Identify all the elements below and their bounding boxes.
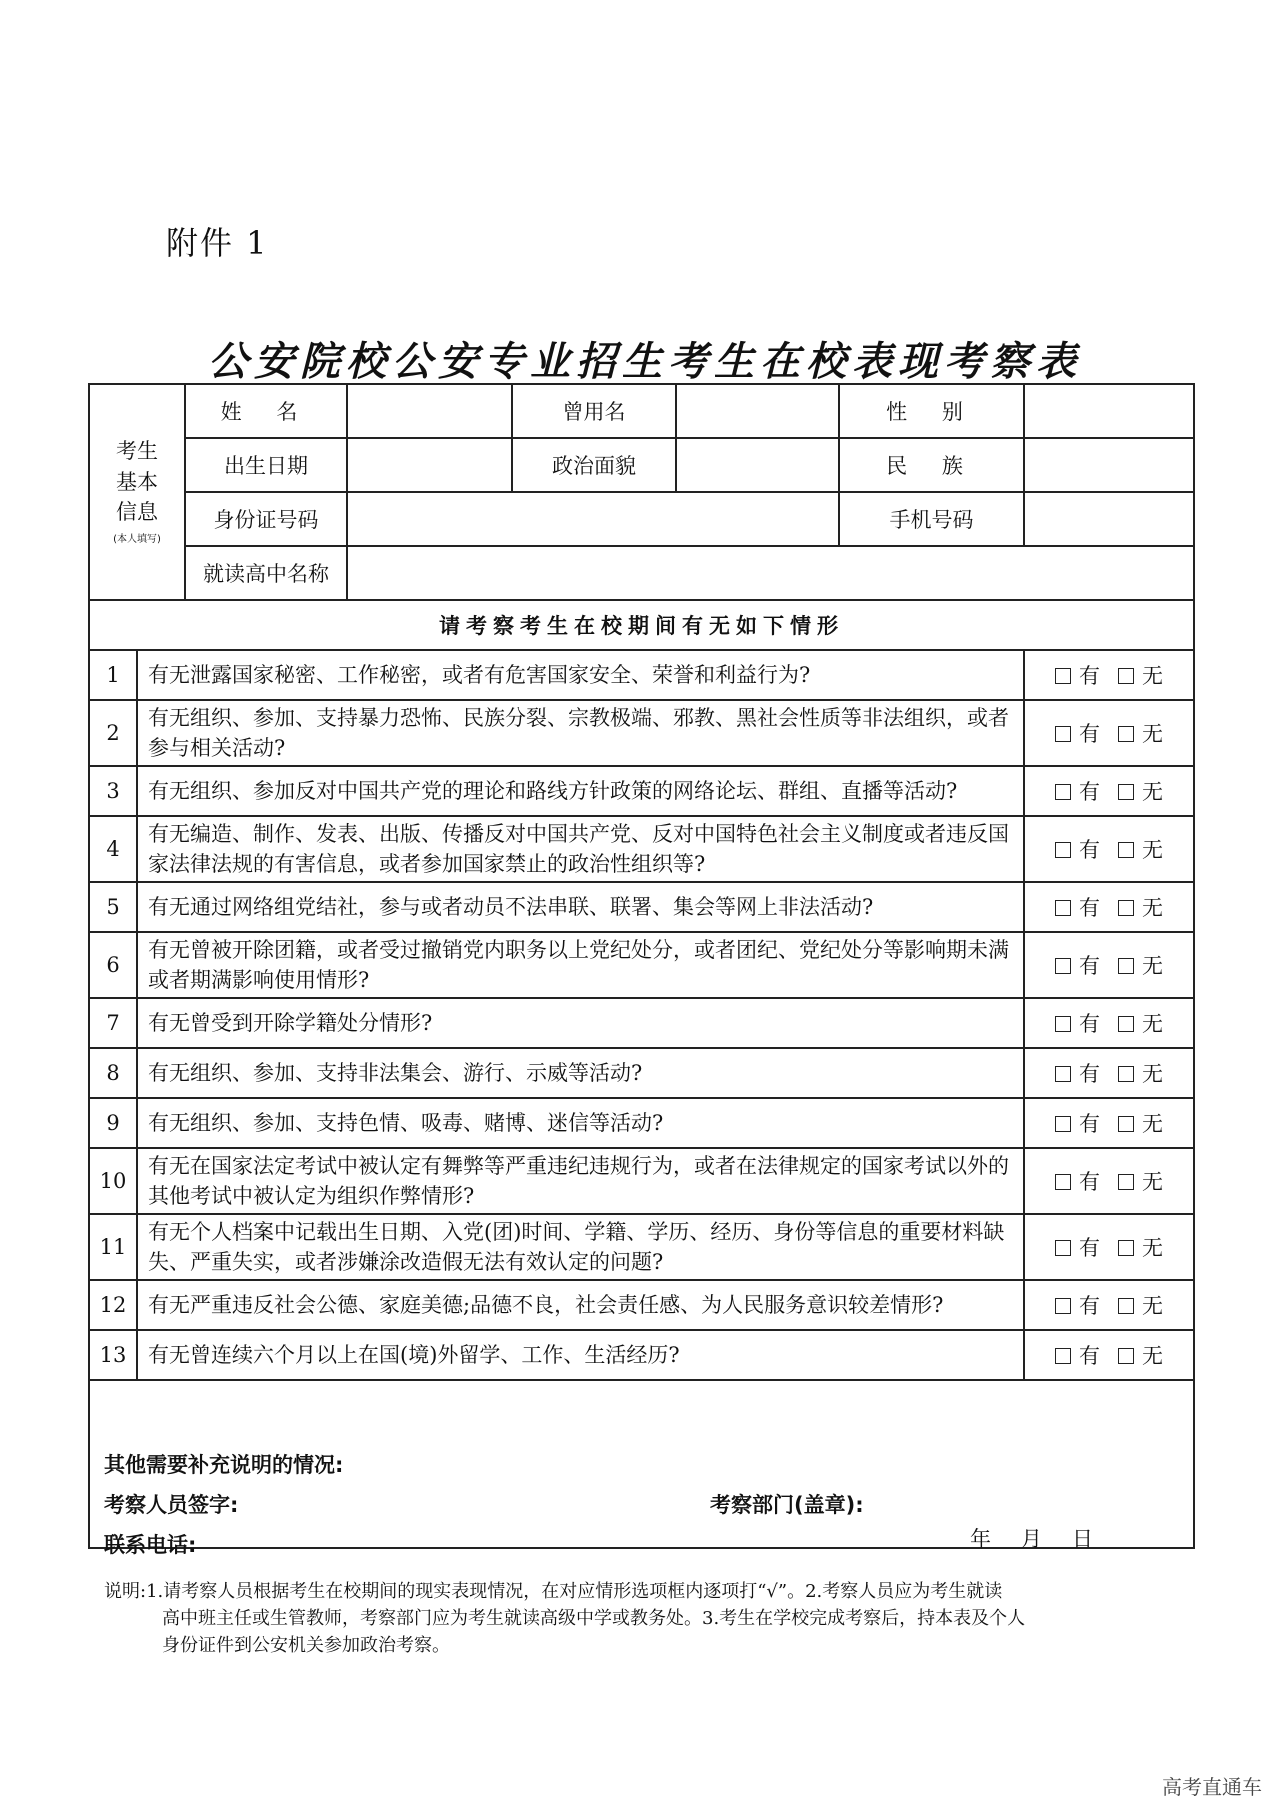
option-yes[interactable]: [1055, 954, 1100, 978]
option-no-label: 无: [1142, 1344, 1163, 1368]
option-yes-label: 有: [1079, 1170, 1100, 1194]
option-no-label: 无: [1142, 664, 1163, 688]
checklist-row: [89, 1280, 1194, 1330]
item-answer-options: [1024, 932, 1194, 998]
item-question: 有无组织、参加反对中国共产党的理论和路线方针政策的网络论坛、群组、直播等活动?: [137, 766, 1024, 816]
option-no-label: 无: [1142, 722, 1163, 746]
option-no-label: 无: [1142, 1170, 1163, 1194]
option-yes-label: 有: [1079, 664, 1100, 688]
option-no[interactable]: [1118, 1294, 1163, 1318]
checkbox-no[interactable]: [1118, 900, 1134, 916]
birth-date-label: 出生日期: [185, 438, 347, 492]
name-label: 姓 名: [185, 384, 347, 438]
item-number: 8: [89, 1048, 137, 1098]
item-question: 有无曾被开除团籍，或者受过撤销党内职务以上党纪处分，或者团纪、党纪处分等影响期未满或者期满影响使用情形?: [137, 932, 1024, 998]
option-yes[interactable]: [1055, 1062, 1100, 1086]
watermark-text: 高考直通车: [1162, 1775, 1262, 1799]
item-answer-options: [1024, 998, 1194, 1048]
attachment-label: 附件 1: [166, 224, 269, 262]
gender-field[interactable]: [1024, 384, 1194, 438]
option-yes-label: 有: [1079, 1012, 1100, 1036]
option-no[interactable]: [1118, 1112, 1163, 1136]
option-yes-label: 有: [1079, 1344, 1100, 1368]
instructions-note: [104, 1578, 1194, 1659]
item-answer-options: [1024, 1214, 1194, 1280]
option-yes[interactable]: [1055, 722, 1100, 746]
item-number: 4: [89, 816, 137, 882]
checkbox-yes[interactable]: [1055, 668, 1071, 684]
phone-field[interactable]: [1024, 492, 1194, 546]
checklist-row: [89, 1148, 1194, 1214]
item-question: 有无组织、参加、支持色情、吸毒、赌博、迷信等活动?: [137, 1098, 1024, 1148]
date-line: [970, 1523, 1123, 1553]
item-number: 12: [89, 1280, 137, 1330]
inspector-signature-label: 考察人员签字:: [104, 1493, 239, 1517]
political-status-field[interactable]: [676, 438, 839, 492]
option-no[interactable]: [1118, 838, 1163, 862]
option-yes[interactable]: [1055, 1294, 1100, 1318]
option-no[interactable]: [1118, 780, 1163, 804]
option-yes[interactable]: [1055, 1344, 1100, 1368]
checklist-row: [89, 766, 1194, 816]
high-school-field[interactable]: [347, 546, 1194, 600]
option-no-label: 无: [1142, 1236, 1163, 1260]
item-number: 10: [89, 1148, 137, 1214]
gender-label: 性 别: [839, 384, 1024, 438]
checkbox-yes[interactable]: [1055, 1240, 1071, 1256]
checkbox-yes[interactable]: [1055, 1298, 1071, 1314]
option-no[interactable]: [1118, 722, 1163, 746]
item-answer-options: [1024, 1330, 1194, 1380]
option-yes-label: 有: [1079, 1236, 1100, 1260]
option-no-label: 无: [1142, 838, 1163, 862]
checklist-row: [89, 1330, 1194, 1380]
contact-phone-label: 联系电话:: [104, 1533, 197, 1557]
option-yes-label: 有: [1079, 896, 1100, 920]
checkbox-yes[interactable]: [1055, 842, 1071, 858]
id-number-field[interactable]: [347, 492, 839, 546]
high-school-label: 就读高中名称: [185, 546, 347, 600]
checkbox-no[interactable]: [1118, 958, 1134, 974]
checkbox-yes[interactable]: [1055, 900, 1071, 916]
checkbox-yes[interactable]: [1055, 726, 1071, 742]
option-yes[interactable]: [1055, 1170, 1100, 1194]
checkbox-yes[interactable]: [1055, 1348, 1071, 1364]
option-yes-label: 有: [1079, 1294, 1100, 1318]
former-name-field[interactable]: [676, 384, 839, 438]
option-no-label: 无: [1142, 1062, 1163, 1086]
option-yes[interactable]: [1055, 664, 1100, 688]
checkbox-no[interactable]: [1118, 1016, 1134, 1032]
supplementary-section: [89, 1380, 1194, 1557]
checklist-row: [89, 650, 1194, 700]
checklist-row: [89, 998, 1194, 1048]
option-no-label: 无: [1142, 1294, 1163, 1318]
checklist-row: [89, 700, 1194, 766]
item-question: 有无组织、参加、支持非法集会、游行、示威等活动?: [137, 1048, 1024, 1098]
option-no[interactable]: [1118, 954, 1163, 978]
item-answer-options: [1024, 700, 1194, 766]
department-seal-label: 考察部门(盖章):: [710, 1493, 864, 1517]
option-no-label: 无: [1142, 954, 1163, 978]
item-question: 有无泄露国家秘密、工作秘密，或者有危害国家安全、荣誉和利益行为?: [137, 650, 1024, 700]
checklist-row: [89, 882, 1194, 932]
month-label: 月: [1021, 1527, 1044, 1551]
checklist-row: [89, 816, 1194, 882]
item-answer-options: [1024, 882, 1194, 932]
checkbox-yes[interactable]: [1055, 1066, 1071, 1082]
phone-label: 手机号码: [839, 492, 1024, 546]
note-line: 说明:1.请考察人员根据考生在校期间的现实表现情况，在对应情形选项框内逐项打“√”。2.考察人员应为考生就读: [104, 1581, 1003, 1602]
checklist-row: [89, 1098, 1194, 1148]
birth-date-field[interactable]: [347, 438, 512, 492]
item-question: 有无通过网络组党结社，参与或者动员不法串联、联署、集会等网上非法活动?: [137, 882, 1024, 932]
checkbox-no[interactable]: [1118, 784, 1134, 800]
section-note: (本人填写): [113, 534, 161, 546]
day-label: 日: [1072, 1527, 1095, 1551]
checkbox-yes[interactable]: [1055, 1016, 1071, 1032]
item-question: 有无曾受到开除学籍处分情形?: [137, 998, 1024, 1048]
checkbox-yes[interactable]: [1055, 1116, 1071, 1132]
item-question: 有无严重违反社会公德、家庭美德;品德不良，社会责任感、为人民服务意识较差情形?: [137, 1280, 1024, 1330]
checklist-row: [89, 1214, 1194, 1280]
name-field[interactable]: [347, 384, 512, 438]
item-question: 有无在国家法定考试中被认定有舞弊等严重违纪违规行为，或者在法律规定的国家考试以外的其他考试中被认定为组织作弊情形?: [137, 1148, 1024, 1214]
checkbox-yes[interactable]: [1055, 784, 1071, 800]
option-no-label: 无: [1142, 1012, 1163, 1036]
former-name-label: 曾用名: [512, 384, 676, 438]
checkbox-no[interactable]: [1118, 842, 1134, 858]
option-yes-label: 有: [1079, 1062, 1100, 1086]
option-yes[interactable]: [1055, 1012, 1100, 1036]
ethnicity-field[interactable]: [1024, 438, 1194, 492]
form-title: 公安院校公安专业招生考生在校表现考察表: [208, 338, 1082, 385]
item-number: 9: [89, 1098, 137, 1148]
item-number: 2: [89, 700, 137, 766]
year-label: 年: [970, 1527, 993, 1551]
option-yes[interactable]: [1055, 838, 1100, 862]
checkbox-no[interactable]: [1118, 1298, 1134, 1314]
item-question: 有无个人档案中记载出生日期、入党(团)时间、学籍、学历、经历、身份等信息的重要材料缺失、严重失实，或者涉嫌涂改造假无法有效认定的问题?: [137, 1214, 1024, 1280]
checkbox-no[interactable]: [1118, 668, 1134, 684]
item-question: 有无组织、参加、支持暴力恐怖、民族分裂、宗教极端、邪教、黑社会性质等非法组织，或者参与相关活动?: [137, 700, 1024, 766]
item-number: 13: [89, 1330, 137, 1380]
option-no-label: 无: [1142, 780, 1163, 804]
option-no[interactable]: [1118, 1012, 1163, 1036]
option-yes[interactable]: [1055, 1112, 1100, 1136]
checklist-row: [89, 932, 1194, 998]
option-no[interactable]: [1118, 1236, 1163, 1260]
option-yes-label: 有: [1079, 838, 1100, 862]
item-question: 有无编造、制作、发表、出版、传播反对中国共产党、反对中国特色社会主义制度或者违反国家法律法规的有害信息，或者参加国家禁止的政治性组织等?: [137, 816, 1024, 882]
item-answer-options: [1024, 816, 1194, 882]
checkbox-no[interactable]: [1118, 1348, 1134, 1364]
item-number: 7: [89, 998, 137, 1048]
item-answer-options: [1024, 766, 1194, 816]
checkbox-no[interactable]: [1118, 1174, 1134, 1190]
item-number: 11: [89, 1214, 137, 1280]
checklist-row: [89, 1048, 1194, 1098]
item-question: 有无曾连续六个月以上在国(境)外留学、工作、生活经历?: [137, 1330, 1024, 1380]
option-yes-label: 有: [1079, 1112, 1100, 1136]
option-yes[interactable]: [1055, 780, 1100, 804]
checkbox-no[interactable]: [1118, 1240, 1134, 1256]
note-line: 高中班主任或生管教师，考察部门应为考生就读高级中学或教务处。3.考生在学校完成考察后，持本表及个人: [162, 1608, 1026, 1629]
item-number: 1: [89, 650, 137, 700]
note-line: 身份证件到公安机关参加政治考察。: [162, 1635, 450, 1656]
option-yes-label: 有: [1079, 954, 1100, 978]
checklist-header: 请考察考生在校期间有无如下情形: [89, 600, 1194, 650]
option-no-label: 无: [1142, 896, 1163, 920]
checkbox-yes[interactable]: [1055, 958, 1071, 974]
option-no[interactable]: [1118, 1062, 1163, 1086]
item-number: 3: [89, 766, 137, 816]
political-status-label: 政治面貌: [512, 438, 676, 492]
id-number-label: 身份证号码: [185, 492, 347, 546]
ethnicity-label: 民 族: [839, 438, 1024, 492]
item-answer-options: [1024, 1098, 1194, 1148]
option-yes[interactable]: [1055, 896, 1100, 920]
inspection-form-table: [88, 383, 1195, 1557]
checkbox-no[interactable]: [1118, 1066, 1134, 1082]
option-no-label: 无: [1142, 1112, 1163, 1136]
checkbox-yes[interactable]: [1055, 1174, 1071, 1190]
checkbox-no[interactable]: [1118, 1116, 1134, 1132]
item-answer-options: [1024, 650, 1194, 700]
basic-info-section-label: 考生 基本 信息 (本人填写): [89, 384, 185, 600]
option-no[interactable]: [1118, 1344, 1163, 1368]
option-yes[interactable]: [1055, 1236, 1100, 1260]
item-answer-options: [1024, 1048, 1194, 1098]
other-info-label: 其他需要补充说明的情况:: [104, 1453, 344, 1477]
item-answer-options: [1024, 1280, 1194, 1330]
option-yes-label: 有: [1079, 780, 1100, 804]
item-answer-options: [1024, 1148, 1194, 1214]
option-no[interactable]: [1118, 896, 1163, 920]
option-no[interactable]: [1118, 664, 1163, 688]
item-number: 5: [89, 882, 137, 932]
option-no[interactable]: [1118, 1170, 1163, 1194]
checkbox-no[interactable]: [1118, 726, 1134, 742]
item-number: 6: [89, 932, 137, 998]
option-yes-label: 有: [1079, 722, 1100, 746]
